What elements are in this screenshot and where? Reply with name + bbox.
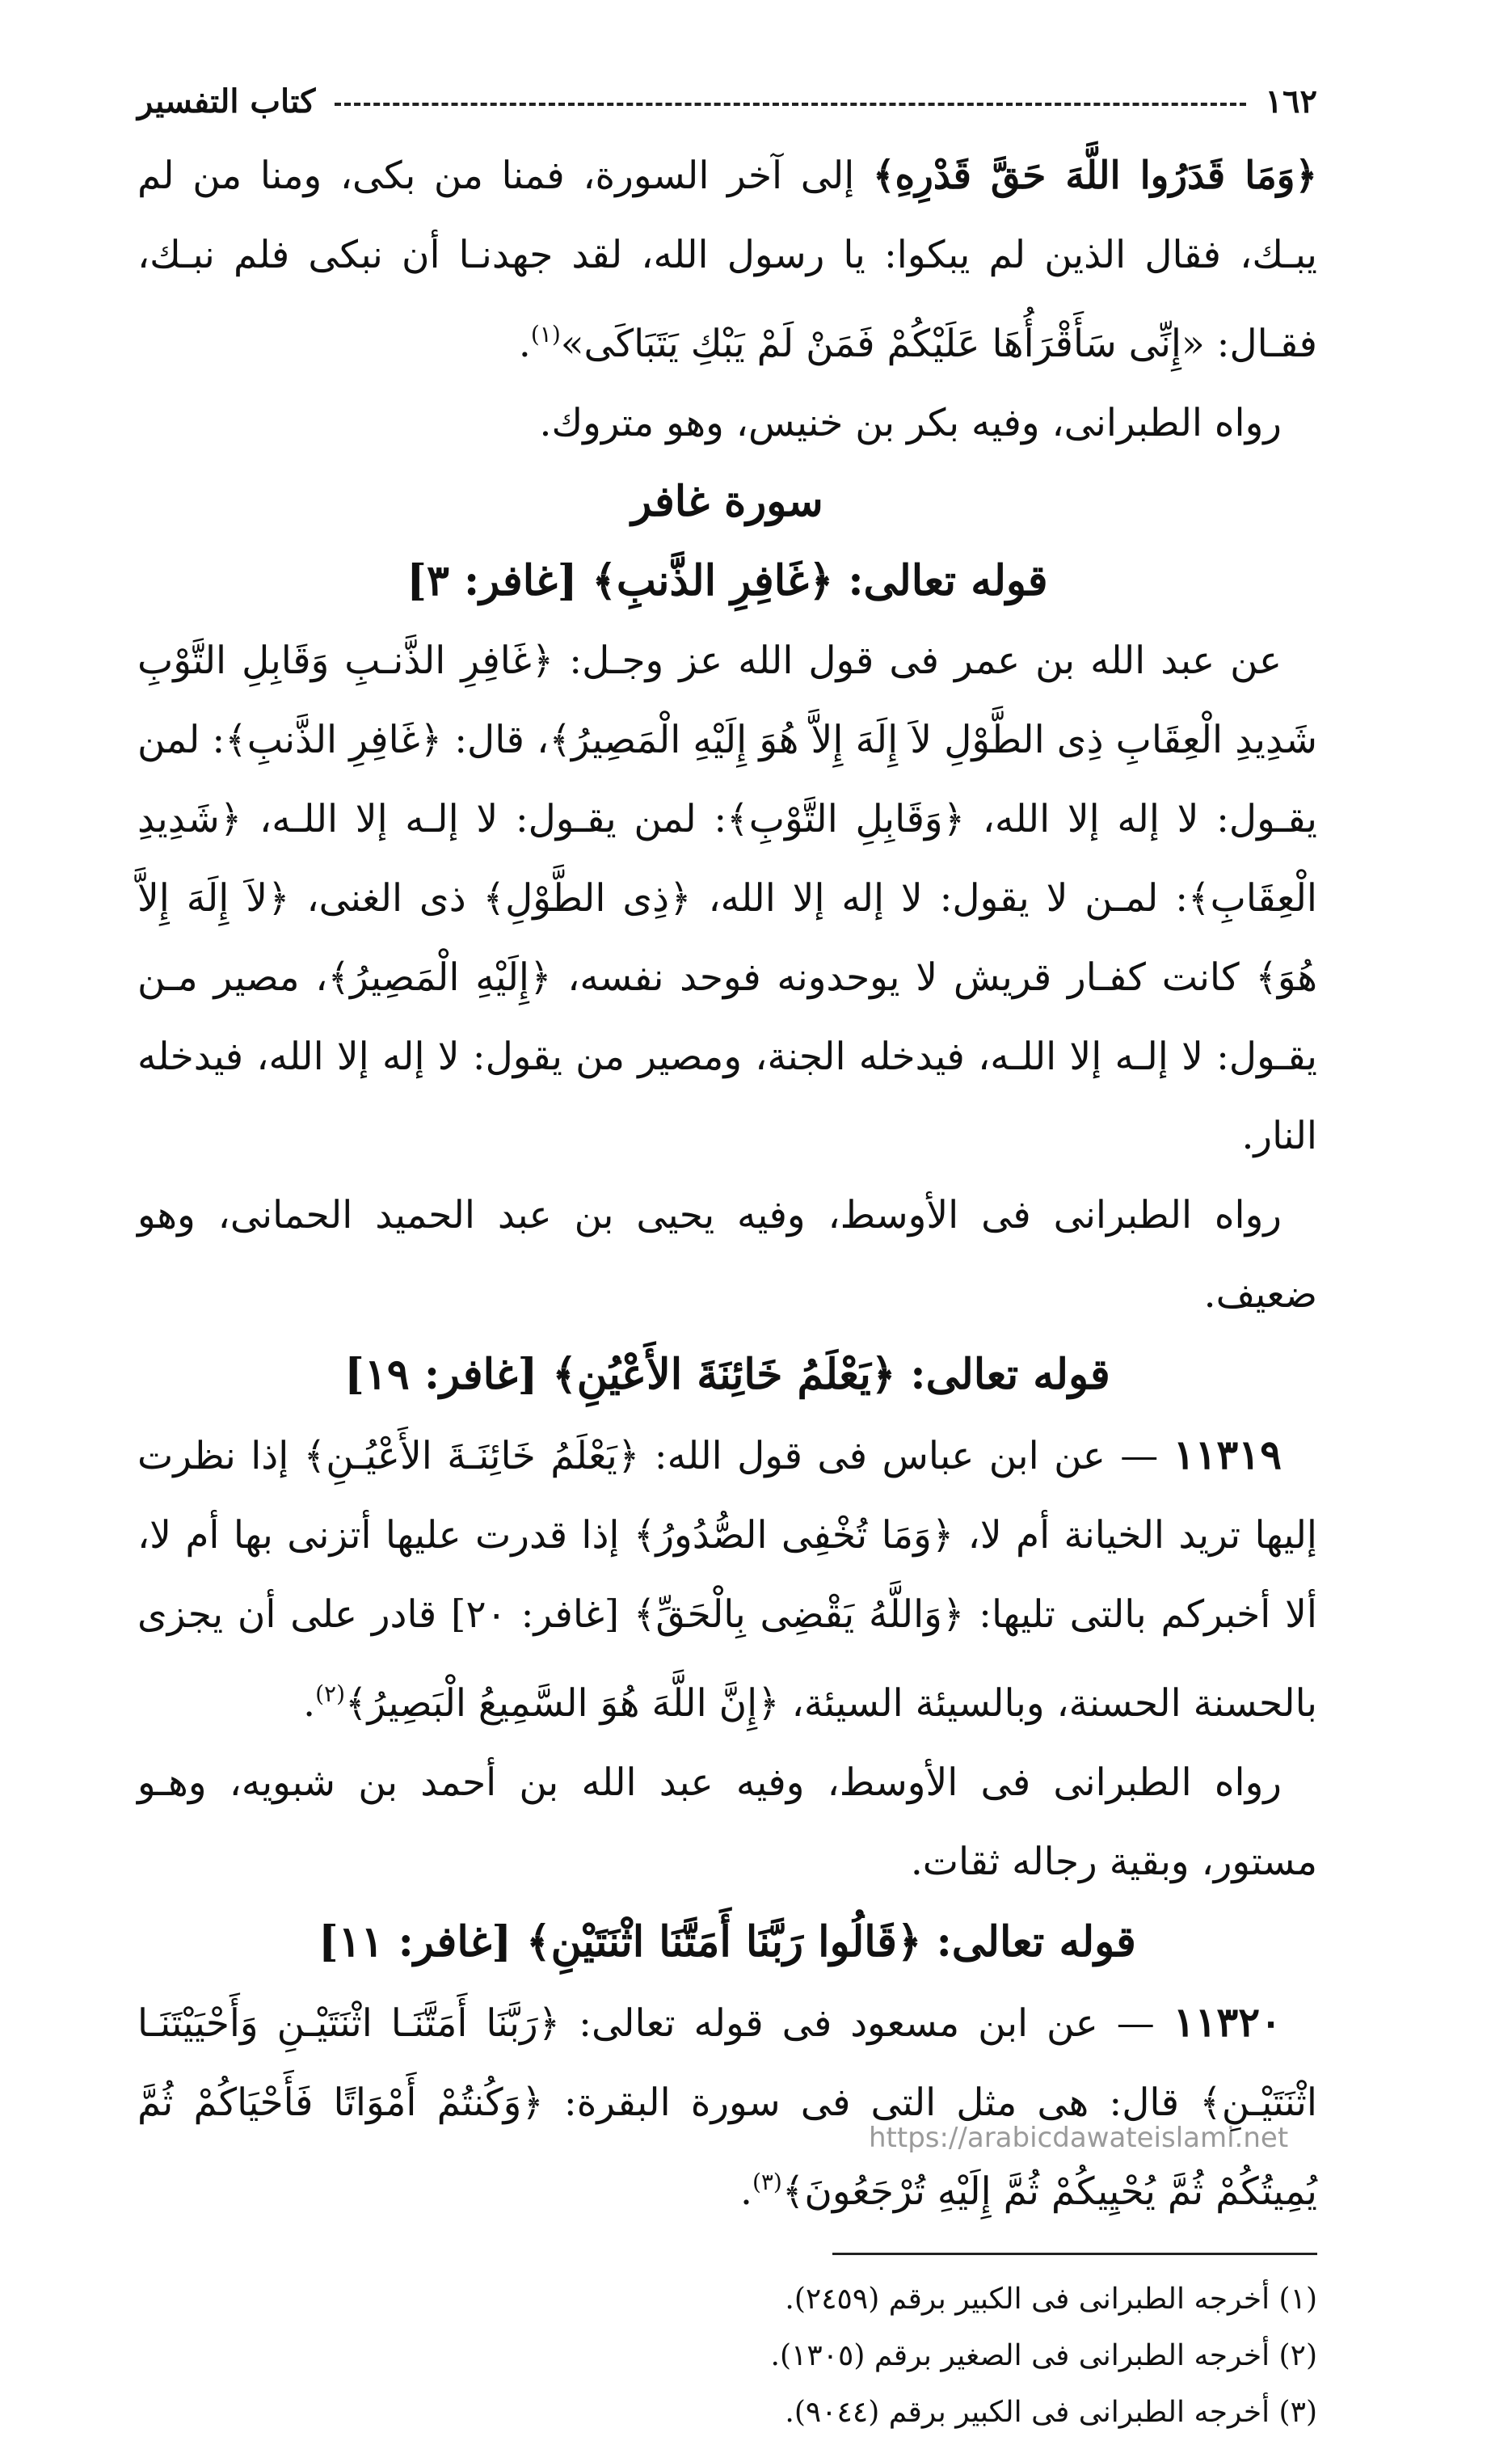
book-title: كتاب التفسير — [137, 82, 316, 120]
footnotes — [137, 2271, 1317, 2441]
hadith-number: ١١٣١٩ — [1173, 1431, 1282, 1478]
footnote-item: (٣) أخرجه الطبرانى فى الكبير برقم (٩٠٤٤). — [785, 2396, 1317, 2429]
chapter-title: سورة غافر — [631, 477, 823, 526]
sentence-end: . — [739, 2169, 752, 2214]
narration-note: رواه الطبرانى، وفيه بكر بن خنيس، وهو متروك. — [539, 401, 1282, 445]
footnote-item: (٢) أخرجه الطبرانى فى الصغير برقم (١٣٠٥). — [770, 2339, 1317, 2372]
watermark-url: https://arabicdawateislami.net — [869, 2122, 1289, 2154]
sentence-end: . — [518, 322, 531, 366]
sentence-end: . — [303, 1681, 316, 1726]
verse-heading-3: قوله تعالى: ﴿قَالُوا رَبَّنَا أَمَتَّنَا اثْنَتَيْنِ﴾ [غافر: ١١] — [318, 1917, 1136, 1967]
verse-heading-1: قوله تعالى: ﴿غَافِرِ الذَّنبِ﴾ [غافر: ٣] — [406, 556, 1048, 605]
verse-heading-2: قوله تعالى: ﴿يَعْلَمُ خَائِنَةَ الأَعْيُنِ﴾ [غافر: ١٩] — [344, 1350, 1110, 1399]
narration-note: رواه الطبرانى فى الأوسط، وفيه يحيى بن عبد الحميد الحمانى، وهو ضعيف. — [137, 1193, 1317, 1317]
narration-note: رواه الطبرانى فى الأوسط، وفيه عبد الله بن أحمد بن شبويه، وهـو مستور، وبقية رجاله ثقات. — [137, 1760, 1317, 1884]
hadith-text: — عن ابن مسعود فى قوله تعالى: ﴿رَبَّنَا أَمَتَّنَـا اثْنَتَيْـنِ وَأَحْيَيْتَنَـا اثْنَتَيْـنِ﴾ قال: هى مثل التى فى سورة البقرة: ﴿وَكُنتُمْ أَمْوَاتًا فَأَحْيَاكُمْ ثُمَّ يُمِيتُكُمْ ثُمَّ يُحْيِيكُمْ ثُمَّ إِلَيْهِ تُرْجَعُونَ﴾ — [137, 2001, 1317, 2214]
hadith-number: ١١٣٢٠ — [1173, 1998, 1282, 2046]
footnote-ref-3[interactable]: (٣) — [752, 2169, 782, 2195]
paragraph-hadith-continuation — [137, 137, 1317, 384]
hadith-text: إلى آخر السورة، فمنا من بكى، ومنا من لم يبـك، فقال الذين لم يبكوا: يا رسول الله، لقد جهدنـا أن نبكى فلم نبـك، فقـال: «إِنِّى سَأَقْرَأُهَا عَلَيْكُمْ فَمَنْ لَمْ يَبْكِ يَتَبَاكَى» — [137, 154, 1317, 366]
page-body — [137, 77, 1317, 2441]
running-header — [137, 77, 1317, 125]
footnote-separator — [832, 2253, 1317, 2255]
footnote-ref-1[interactable]: (١) — [530, 321, 561, 348]
header-dashed-rule — [335, 103, 1245, 106]
hadith-11319 — [137, 1415, 1317, 1743]
footnote-item: (١) أخرجه الطبرانى فى الكبير برقم (٢٤٥٩). — [785, 2283, 1317, 2316]
footnote-ref-2[interactable]: (٢) — [315, 1680, 345, 1707]
hadith-11320 — [137, 1983, 1317, 2232]
page-number: ١٦٢ — [1265, 82, 1317, 120]
hadith-ibn-umar: عن عبد الله بن عمر فى قول الله عز وجـل: ﴿غَافِرِ الذَّنـبِ وَقَابِلِ التَّوْبِ شَدِيدِ الْعِقَابِ ذِى الطَّوْلِ لاَ إِلَهَ إِلاَّ هُوَ إِلَيْهِ الْمَصِيرُ﴾، قال: ﴿غَافِرِ الذَّنبِ﴾: لمن يقـول: لا إله إلا الله، ﴿وَقَابِلِ التَّوْبِ﴾: لمن يقـول: لا إلـه إلا اللـه، ﴿شَدِيدِ الْعِقَابِ﴾: لمـن لا يقول: لا إله إلا الله، ﴿ذِى الطَّوْلِ﴾ ذى الغنى، ﴿لاَ إِلَهَ إِلاَّ هُوَ﴾ كانت كفـار قريش لا يوحدونه فوحد نفسه، ﴿إِلَيْهِ الْمَصِيرُ﴾، مصير مـن يقـول: لا إلـه إلا اللـه، فيدخله الجنة، ومصير من يقول: لا إله إلا الله، فيدخله النار. — [137, 639, 1317, 1158]
quran-verse: ﴿وَمَا قَدَرُوا اللَّهَ حَقَّ قَدْرِهِ﴾ — [872, 154, 1317, 198]
hadith-text: — عن ابن عباس فى قول الله: ﴿يَعْلَمُ خَائِنَـةَ الأَعْيُـنِ﴾ إذا نظرت إليها تريد الخيانة أم لا، ﴿وَمَا تُخْفِى الصُّدُورُ﴾ إذا قدرت عليها أتزنى بها أم لا، ألا أخبركم بالتى تليها: ﴿وَاللَّهُ يَقْضِى بِالْحَقِّ﴾ [غافر: ٢٠] قادر على أن يجزى بالحسنة الحسنة، وبالسيئة السيئة، ﴿إِنَّ اللَّهَ هُوَ السَّمِيعُ الْبَصِيرُ﴾ — [137, 1434, 1317, 1726]
